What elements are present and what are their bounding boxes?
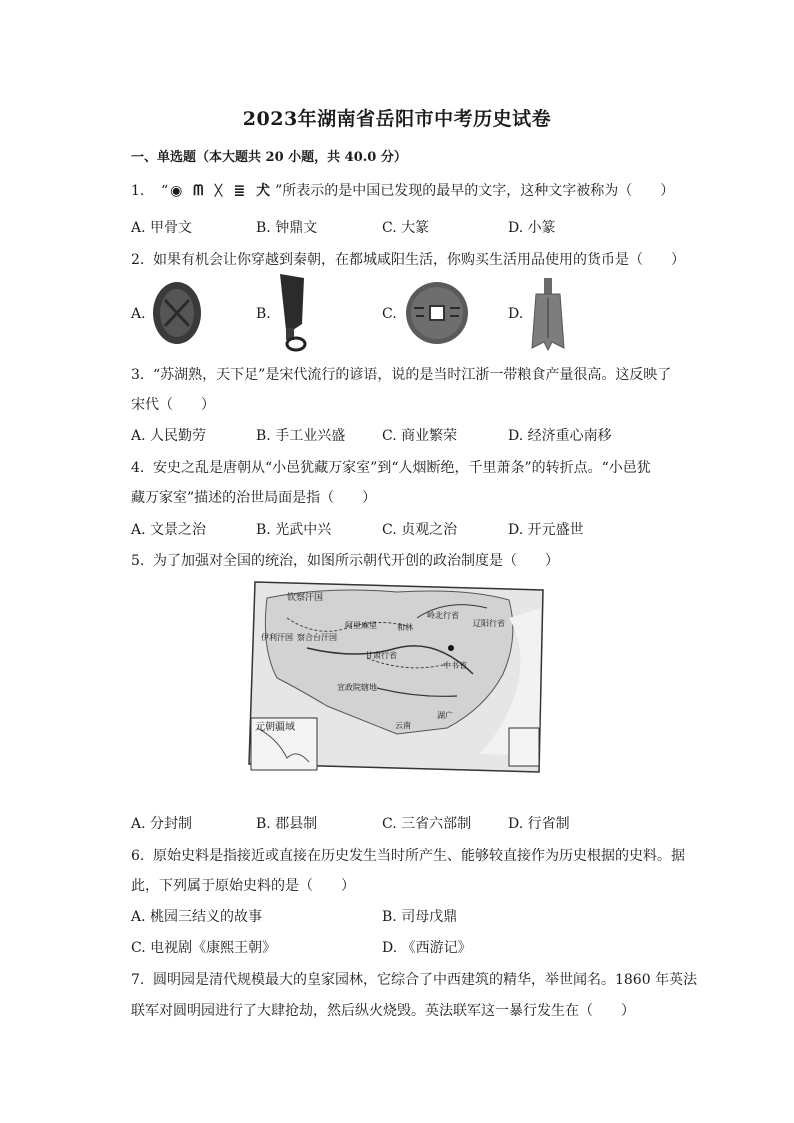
option-a: A. 分封制 — [131, 816, 193, 832]
question-text: 如果有机会让你穿越到秦朝，在都城咸阳生活，你购买生活用品使用的货币是（ ） — [153, 252, 685, 268]
option-c: C. 大篆 — [382, 220, 430, 236]
map-inset-title: 元朝疆域 — [255, 722, 295, 733]
map-label: 甘肃行省 — [365, 651, 397, 660]
question-text-line-1: 圆明园是清代规模最大的皇家园林，它综合了中西建筑的精华，举世闻名。1860 年英法 — [153, 972, 698, 988]
option-d: D. 《西游记》 — [382, 940, 472, 956]
question-text-line-2: 联军对圆明园进行了大肆抢劫，然后纵火烧毁。英法联军这一暴行发生在（ ） — [131, 1003, 635, 1019]
question-text-line-1: 原始史料是指接近或直接在历史发生当时所产生、能够较直接作为历史根据的史料。据 — [153, 848, 685, 864]
question-text-line-1: 安史之乱是唐朝从“小邑犹藏万家室”到“人烟断绝，千里萧条”的转折点。“小邑犹 — [153, 460, 651, 476]
option-b: B. 司母戊鼎 — [382, 909, 458, 925]
question-5 — [131, 550, 559, 570]
question-text-line-2: 藏万家室”描述的治世局面是指（ ） — [131, 490, 377, 506]
map-label: 钦察汗国 — [287, 593, 324, 603]
spade-coin-image — [528, 276, 568, 352]
option-a: A. — [131, 306, 146, 322]
section-heading: 一、单选题（本大题共 20 小题，共 40.0 分） — [131, 150, 407, 165]
exam-title: 2023年湖南省岳阳市中考历史试卷 — [242, 108, 552, 130]
ancient-glyphs-image: ◉ ᗰ ᚷ ≣ 犬 — [170, 183, 274, 199]
question-number: 6. — [131, 848, 145, 864]
question-3 — [131, 364, 671, 384]
option-b: B. 光武中兴 — [256, 522, 332, 538]
question-number: 3. — [131, 367, 145, 383]
banliang-coin-image — [404, 280, 470, 346]
map-label: 辽阳行省 — [473, 619, 505, 628]
map-label: 云南 — [395, 721, 411, 730]
option-c: C. 三省六部制 — [382, 816, 472, 832]
question-text: ”所表示的是中国已发现的最早的文字，这种文字被称为（ ） — [275, 183, 675, 199]
question-number: 4. — [131, 460, 145, 476]
question-2 — [131, 249, 685, 269]
map-label: 湖广 — [437, 711, 453, 720]
option-b: B. 手工业兴盛 — [256, 428, 346, 444]
map-label: 宣政院辖地 — [337, 683, 377, 692]
option-c: C. 贞观之治 — [382, 522, 458, 538]
option-a: A. 桃园三结义的故事 — [131, 909, 263, 925]
question-text: 为了加强对全国的统治，如图所示朝代开创的政治制度是（ ） — [153, 553, 559, 569]
map-label: 阿里麻里 — [345, 621, 377, 630]
question-number: 2. — [131, 252, 145, 268]
option-b: B. — [256, 306, 271, 322]
option-a: A. 文景之治 — [131, 522, 207, 538]
question-number: 7. — [131, 972, 145, 988]
option-d: D. 小篆 — [508, 220, 556, 236]
question-text-line-2: 宋代（ ） — [131, 397, 215, 413]
question-6 — [131, 845, 685, 865]
map-label: 察合台汗国 — [297, 633, 337, 642]
option-d: D. 行省制 — [508, 816, 570, 832]
yuan-dynasty-map — [247, 578, 547, 774]
shell-coin-image — [151, 280, 203, 346]
question-text-line-1: “苏湖熟，天下足”是宋代流行的谚语，说的是当时江浙一带粮食产量很高。这反映了 — [153, 367, 672, 383]
option-a: A. 人民勤劳 — [131, 428, 207, 444]
option-c: C. 商业繁荣 — [382, 428, 458, 444]
question-number: 5. — [131, 553, 145, 569]
option-d: D. — [508, 306, 524, 322]
question-4 — [131, 457, 651, 477]
option-c: C. 电视剧《康熙王朝》 — [131, 940, 277, 956]
option-a: A. 甲骨文 — [131, 220, 193, 236]
map-label: 伊利汗国 — [261, 633, 293, 642]
knife-coin-image — [276, 272, 310, 354]
option-c: C. — [382, 306, 397, 322]
question-7 — [131, 969, 697, 989]
question-text-line-2: 此，下列属于原始史料的是（ ） — [131, 878, 355, 894]
option-b: B. 钟鼎文 — [256, 220, 318, 236]
question-number: 1. — [131, 183, 145, 199]
option-b: B. 郡县制 — [256, 816, 318, 832]
option-d: D. 开元盛世 — [508, 522, 584, 538]
map-label: 中书省 — [443, 661, 467, 670]
open-quote: “ — [161, 183, 169, 199]
map-label: 岭北行省 — [427, 611, 459, 620]
option-d: D. 经济重心南移 — [508, 428, 612, 444]
map-label: 和林 — [397, 623, 413, 632]
question-1 — [131, 180, 674, 200]
